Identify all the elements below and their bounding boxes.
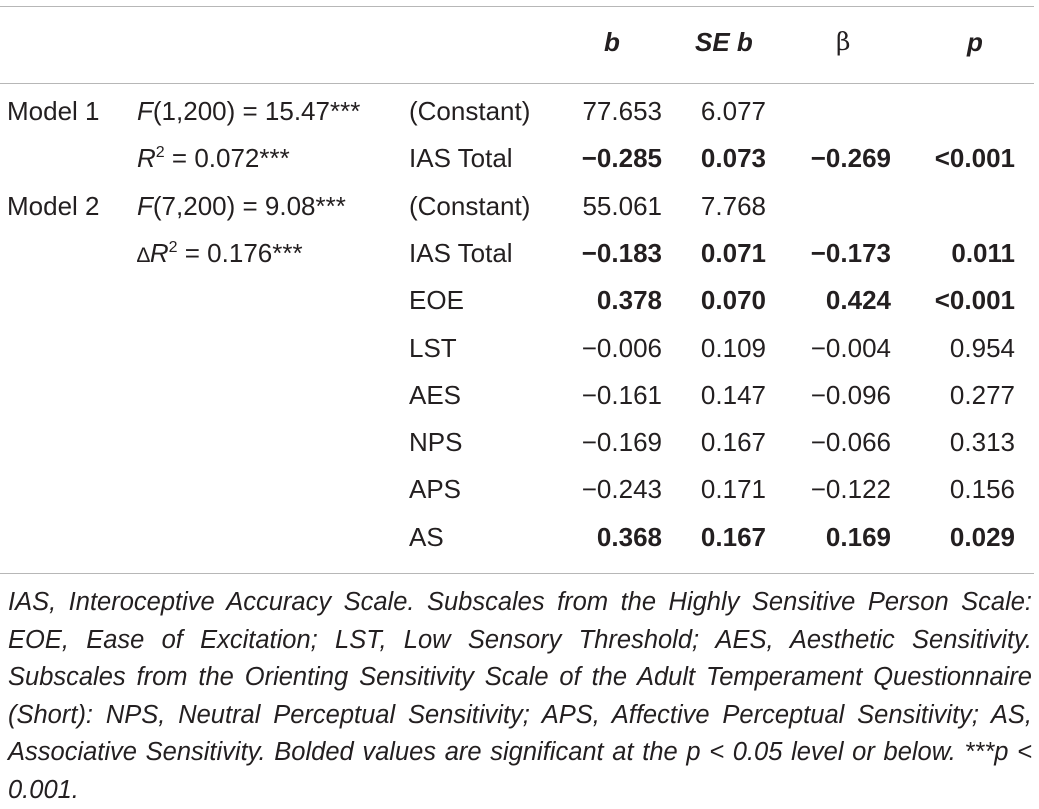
beta-cell: −0.096 (810, 379, 891, 410)
beta-cell: 0.169 (825, 521, 891, 552)
se-cell: 7.768 (700, 190, 766, 221)
predictor-cell: AS (409, 521, 444, 552)
stat-variable: R (137, 143, 156, 174)
p-cell: 0.954 (949, 332, 1015, 363)
header-se-b: SE b (695, 27, 753, 57)
stat-variable: F (137, 190, 153, 221)
beta-cell: −0.066 (810, 427, 891, 458)
stat-value: (1,200) = 15.47*** (152, 96, 361, 126)
p-cell: 0.156 (949, 474, 1015, 505)
header-b: b (604, 27, 620, 57)
delta-symbol: ∆ (137, 243, 150, 267)
stat-value: = 0.072*** (164, 143, 290, 174)
header-beta: β (836, 27, 851, 56)
p-cell: <0.001 (934, 285, 1015, 316)
b-cell: −0.169 (581, 427, 662, 458)
se-cell: 0.167 (700, 427, 766, 458)
predictor-cell: NPS (409, 427, 463, 458)
se-cell: 6.077 (700, 96, 766, 126)
predictor-cell: EOE (409, 285, 464, 316)
beta-cell: 0.424 (825, 285, 891, 316)
b-cell: 0.368 (596, 521, 662, 552)
p-cell: 0.011 (951, 237, 1015, 268)
beta-cell: −0.173 (810, 237, 891, 268)
stat-value: = 0.176*** (177, 237, 303, 268)
model-label: Model 1 (7, 96, 100, 126)
se-cell: 0.167 (700, 521, 766, 552)
b-cell: −0.285 (581, 143, 662, 174)
se-cell: 0.109 (700, 332, 766, 363)
header-rule (0, 83, 1034, 84)
b-cell: −0.243 (581, 474, 662, 505)
b-cell: 77.653 (582, 96, 662, 126)
stat-superscript: 2 (168, 238, 178, 256)
stat-value: (7,200) = 9.08*** (152, 190, 346, 221)
model-stat-line (137, 191, 346, 221)
b-cell: 0.378 (596, 285, 662, 316)
model-label: Model 2 (7, 190, 100, 221)
predictor-cell: (Constant) (409, 96, 531, 126)
p-cell: <0.001 (934, 143, 1015, 174)
p-cell: 0.029 (949, 521, 1015, 552)
se-cell: 0.073 (700, 143, 766, 174)
predictor-cell: APS (409, 474, 462, 505)
model-stat-line (137, 96, 360, 126)
stat-superscript: 2 (155, 144, 165, 162)
predictor-cell: (Constant) (409, 190, 531, 221)
model-stat-line (137, 143, 290, 173)
p-cell: 0.313 (949, 427, 1015, 458)
se-cell: 0.071 (700, 237, 766, 268)
b-cell: −0.006 (581, 332, 662, 363)
se-cell: 0.070 (700, 285, 766, 316)
se-cell: 0.147 (700, 379, 766, 410)
b-cell: 55.061 (582, 190, 662, 221)
predictor-cell: IAS Total (409, 143, 513, 174)
top-rule (0, 6, 1034, 7)
stat-variable: F (137, 96, 153, 126)
bottom-rule (0, 573, 1034, 574)
beta-cell: −0.122 (810, 474, 891, 505)
beta-cell: −0.269 (810, 143, 891, 174)
table-footnote: IAS, Interoceptive Accuracy Scale. Subscales from the Highly Sensitive Person Scale: EOE, Ease of Excitation; LST, Low Sensory Threshold; AES, Aesthetic Sensitivity. Subscales from the Orienting Sensitivity Scale of the Adult Temperament Questionnaire (Short): NPS, Neutral Perceptual Sensitivity; APS, Affective Perceptual Sensitivity; AS, Associative Sensitivity. Bolded values are significant at the p < 0.05 level or below. ***p < 0.001. (8, 588, 1032, 804)
b-cell: −0.183 (581, 237, 662, 268)
se-cell: 0.171 (700, 474, 766, 505)
predictor-cell: LST (409, 332, 457, 363)
p-cell: 0.277 (949, 379, 1015, 410)
stat-variable: R (149, 237, 169, 268)
header-p: p (967, 27, 983, 57)
predictor-cell: AES (409, 379, 462, 410)
predictor-cell: IAS Total (409, 237, 513, 268)
beta-cell: −0.004 (810, 332, 891, 363)
model-stat-line (137, 238, 303, 271)
b-cell: −0.161 (581, 379, 662, 410)
